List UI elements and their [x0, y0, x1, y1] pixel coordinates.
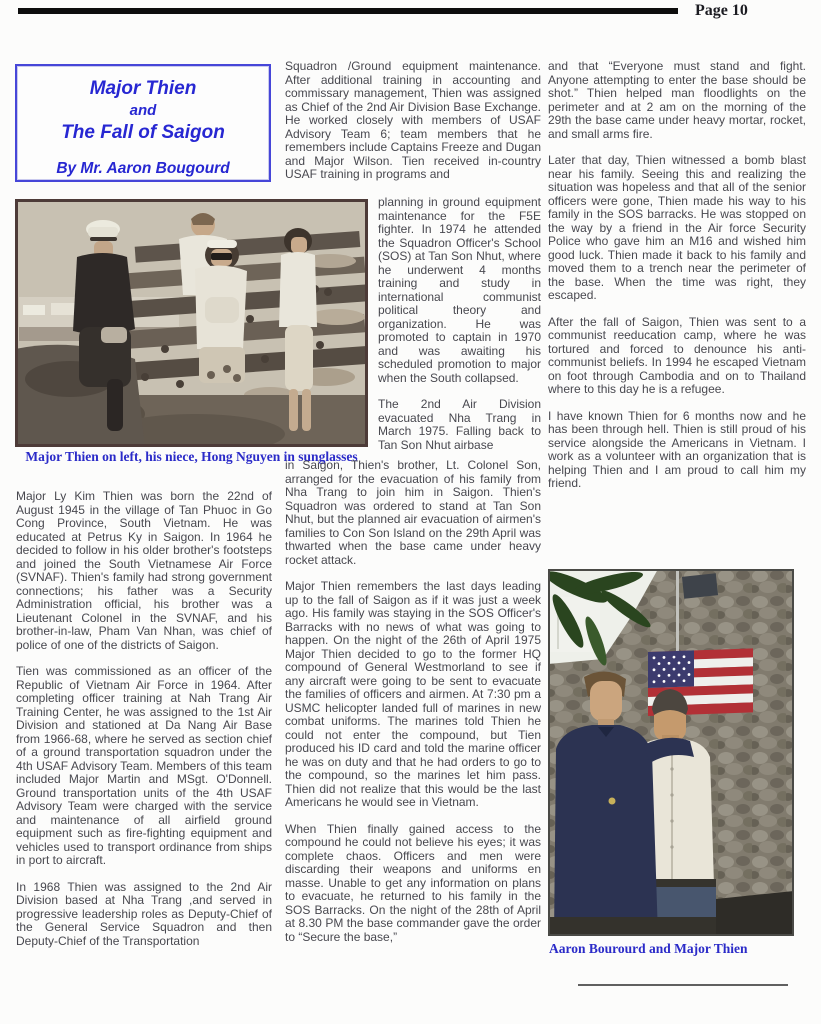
column-2-top [285, 60, 541, 182]
article-title-box [15, 64, 271, 182]
article-paragraph: in Saigon, Thien's brother, Lt. Colonel Son, arranged for the evacuation of his family from Nha Trang to join him in Saigon. Thien's Squadron was ordered to stand at Tan Son Nhut, but the planned air evacuation of airmen's families to Con Son Island on the 29th April was thwarted when the base came under heavy rocket attack. [285, 458, 541, 567]
column-2-narrow [378, 196, 541, 452]
article-title-line1: Major Thien [89, 78, 197, 99]
photo-caption-top: Major Thien on left, his niece, Hong Nguyen in sunglasses [25, 449, 358, 464]
photo-caption-bottom: Aaron Bourourd and Major Thien [549, 941, 748, 956]
article-paragraph: I have known Thien for 6 months now and he has been through hell. Thien is still proud of his service alongside the Americans in Vietnam. I work as a volunteer with an organization that is helping Thien and I am proud to call him my friend. [548, 408, 806, 490]
color-photo [548, 569, 794, 936]
article-title-line2: and [129, 102, 157, 119]
article-title-line3: The Fall of Saigon [61, 122, 225, 143]
article-paragraph: Later that day, Thien witnessed a bomb blast near his family. Seeing this and realizing the situation was hopeless and that all of the senior officers were gone, Thien made his way to his family in the SOS barracks. He was stopped on the way by a friend in the Air force Security Police who gave him an M16 and wished him good luck. Thien made it back to his family and moved them to a trench near the perimeter of the base. When the time was right, they escaped. [548, 153, 806, 302]
article-paragraph: When Thien finally gained access to the compound he could not believe his eyes; it was complete chaos. Officers and men were discarding their weapons and uniforms en masse. Unable to get any information on plans to evacuate, he returned to his family in the SOS Barracks. On the night of the 28th of April at 8.30 PM the base commander gave the order to “Secure the base,” [285, 821, 541, 944]
column-1 [16, 490, 272, 948]
bw-photo [15, 199, 368, 447]
article-paragraph: Squadron /Ground equipment maintenance. After additional training in accounting and commissary management, Thien was assigned as Chief of the 2nd Air Division Base Exchange. He worked closely with members of USAF Advisory Team 6; team members that he remembers include Captains Freeze and Dugan and Major Wilson. Tien received in-country USAF training in programs and [285, 59, 541, 181]
article-paragraph: After the fall of Saigon, Thien was sent to a communist reeducation camp, where he was tortured and forced to denounce his anti-communist beliefs. In 1994 he escaped Vietnam on foot through Cambodia and on to Thailand where to this day he is a refugee. [548, 314, 806, 396]
column-2-bottom [285, 459, 541, 944]
footer-divider [578, 984, 788, 986]
article-byline: By Mr. Aaron Bougourd [56, 160, 230, 177]
page-number-label: Page 10 [695, 2, 748, 19]
column-3 [548, 60, 806, 491]
article-paragraph: The 2nd Air Division evacuated Nha Trang in March 1975. Falling back to Tan Son Nhut airbase [378, 397, 541, 452]
article-paragraph: In 1968 Thien was assigned to the 2nd Air Division based at Nha Trang ,and served in progressive leadership roles as Deputy-Chief of the General Service Squadron and then Deputy-Chief of the Transportation [16, 879, 272, 948]
article-paragraph: Major Thien remembers the last days leading up to the fall of Saigon as if it was just a week ago. His family was staying in the SOS Officer's Barracks with no news of what was going to happen. On the night of the 26th of April 1975 Major Thien decided to go to the former HQ compound of General Westmorland to see if any aircraft were going to be sent to evacuate the families of officers and airmen. At 7:30 pm a USMC helicopter landed full of marines in new combat uniforms. The marines told Thien he could not enter the compound, but Tien produced his ID card and told the marine officer he was on duty and that he had orders to go to the compound, so the marines let him pass. Thien did not realize that this would be the last Americans he would see in Vietnam. [285, 579, 541, 809]
header-rule [18, 8, 678, 14]
article-paragraph: and that “Everyone must stand and fight. Anyone attempting to enter the base should be shot.” Thien helped man floodlights on the perimeter and at 2 am on the morning of the 29th the base came under heavy mortar, rocket, and small arms fire. [548, 59, 806, 141]
article-paragraph: Tien was commissioned as an officer of the Republic of Vietnam Air Force in 1964. After completing officer training at Nah Trang Air Training Center, he was assigned to the 1st Air Division and stationed at Da Nang Air Base from 1966-68, where he served as section chief of a ground transportation squadron under the 4th USAF Advisory Team. Members of this team included Major Martin and MSgt. O'Donnell. Ground transportation units of the 4th USAF Advisory Team were charged with the service and maintenance of all airfield ground equipment such as fire-fighting equipment and vehicles used to transport ordinance from ships in port to aircraft. [16, 664, 272, 867]
article-paragraph: Major Ly Kim Thien was born the 22nd of August 1945 in the village of Tan Phuoc in Go Cong Province, South Vietnam. He was educated at Petrus Ky in Saigon. In 1964 he decided to follow in his older brother's footsteps and joined the South Vietnamese Air Force (SVNAF). Thien's family had strong government connections; his father was a Security Administration official, his brother was a Lieutenant Colonel in the SVNAF, and his brother-in-law, Pham Van Nhan, was chief of police of one of the districts of Saigon. [16, 489, 272, 652]
article-paragraph: planning in ground equipment maintenance for the F5E fighter. In 1974 he attended the Squadron Officer's School (SOS) at Tan Son Nhut, where he underwent 4 months training and study in international communist political theory and organization. He was promoted to captain in 1970 and was awaiting his scheduled promotion to major when the South collapsed. [378, 195, 541, 385]
